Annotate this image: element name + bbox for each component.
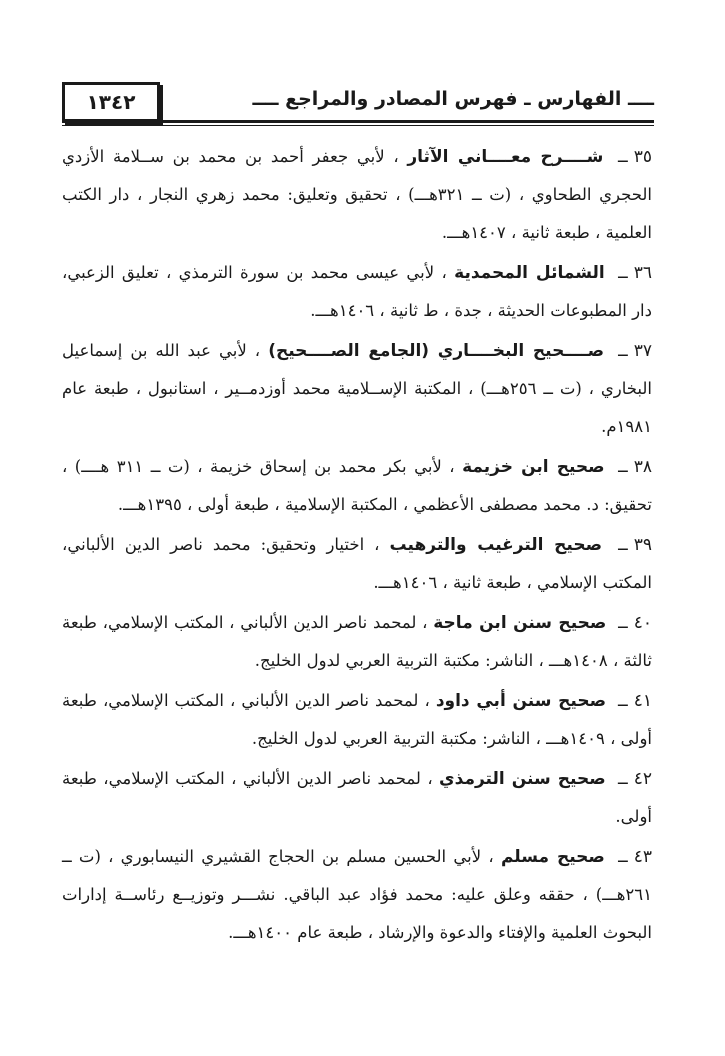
- bibliography-entry: [62, 682, 652, 758]
- entry-text: ، لأبي جعفر أحمد بن محمد بن ســلامة الأزدي الحجري الطحاوي ، (ت ــ ٣٢١هـــ) ، تحقيق وتعليق: محمد زهري النجار ، دار الكتب العلمية ، طبعة ثانية ، ١٤٠٧هـــ.: [62, 147, 653, 242]
- entry-number: ٣٧: [633, 341, 652, 361]
- entry-text: ، لأبي عيسى محمد بن سورة الترمذي ، تعليق الزعبي، دار المطبوعات الحديثة ، جدة ، ط ثانية ، ١٤٠٦هـــ.: [62, 263, 652, 320]
- header-rule: [62, 120, 654, 123]
- bibliography-entry: [62, 254, 652, 330]
- entry-number: ٣٨: [633, 457, 653, 477]
- entry-title: الشمائل المحمدية: [454, 263, 605, 283]
- entry-text: ، لمحمد ناصر الدين الألباني ، المكتب الإسلامي، طبعة ثالثة ، ١٤٠٨هـــ ، الناشر: مكتبة التربية العربي لدول الخليج.: [62, 613, 652, 670]
- entry-separator: ــ: [618, 457, 628, 476]
- entry-separator: ــ: [618, 613, 628, 632]
- entry-separator: ــ: [618, 691, 628, 710]
- entry-text: ، لأبي بكر محمد بن إسحاق خزيمة ، (ت ــ ٣١١ هــــ) ، تحقيق: د. محمد مصطفى الأعظمي ، المكتبة الإسلامية ، طبعة أولى ، ١٣٩٥هـــ.: [62, 457, 652, 514]
- bibliography-entry: [62, 604, 652, 680]
- entry-text: ، لمحمد ناصر الدين الألباني ، المكتب الإسلامي، طبعة أولى.: [62, 769, 652, 826]
- entry-separator: ــ: [618, 263, 628, 282]
- entry-title: صــــحيح البخــــاري (الجامع الصــــحيح): [268, 341, 605, 361]
- page-number: ١٣٤٢: [62, 82, 160, 122]
- entry-number: ٤٠: [633, 613, 652, 633]
- bibliography-entry: [62, 526, 652, 602]
- entry-number: ٣٩: [633, 535, 653, 555]
- bibliography-entry: [62, 448, 652, 524]
- entry-title: صحيح الترغيب والترهيب: [389, 535, 603, 555]
- entry-separator: ــ: [618, 341, 628, 360]
- entry-separator: ــ: [618, 847, 628, 866]
- entry-text: ، لأبي عبد الله بن إسماعيل البخاري ، (ت ــ ٢٥٦هـــ) ، المكتبة الإســلامية محمد أوزدمــير ، استانبول ، طبعة عام ١٩٨١م.: [62, 341, 652, 436]
- entry-number: ٣٥: [633, 147, 652, 167]
- page-header: [62, 82, 654, 126]
- header-title: ــــ الفهارس ـ فهرس المصادر والمراجع ــــ: [252, 88, 654, 110]
- bibliography-list: [62, 138, 652, 954]
- entry-number: ٤٢: [633, 769, 652, 789]
- bibliography-entry: [62, 332, 652, 446]
- entry-number: ٤١: [633, 691, 652, 711]
- entry-separator: ــ: [618, 147, 628, 166]
- entry-title: صحيح سنن الترمذي: [439, 769, 606, 789]
- entry-title: صحيح سنن أبي داود: [435, 691, 607, 711]
- bibliography-entry: [62, 838, 652, 952]
- entry-separator: ــ: [618, 535, 628, 554]
- entry-title: صحيح سنن ابن ماجة: [433, 613, 607, 633]
- entry-number: ٤٣: [633, 847, 653, 867]
- header-rule-thin: [62, 125, 654, 126]
- entry-title: صحيح مسلم: [500, 847, 605, 867]
- entry-separator: ــ: [618, 769, 628, 788]
- entry-title: صحيح ابن خزيمة: [462, 457, 605, 477]
- bibliography-entry: [62, 138, 652, 252]
- entry-text: ، اختيار وتحقيق: محمد ناصر الدين الألباني، المكتب الإسلامي ، طبعة ثانية ، ١٤٠٦هـــ.: [62, 535, 652, 592]
- entry-number: ٣٦: [633, 263, 653, 283]
- entry-text: ، لمحمد ناصر الدين الألباني ، المكتب الإسلامي، طبعة أولى ، ١٤٠٩هـــ ، الناشر: مكتبة التربية العربي لدول الخليج.: [62, 691, 652, 748]
- entry-text: ، لأبي الحسين مسلم بن الحجاج القشيري النيسابوري ، (ت ــ ٢٦١هـــ) ، حققه وعلق عليه: محمد فؤاد عبد الباقي. نشـــر وتوزيــع رئاســة إدارات البحوث العلمية والإفتاء والدعوة والإرشاد ، طبعة عام ١٤٠٠هـــ.: [62, 847, 652, 942]
- bibliography-entry: [62, 760, 652, 836]
- entry-title: شــــرح معــــاني الآثار: [407, 147, 604, 167]
